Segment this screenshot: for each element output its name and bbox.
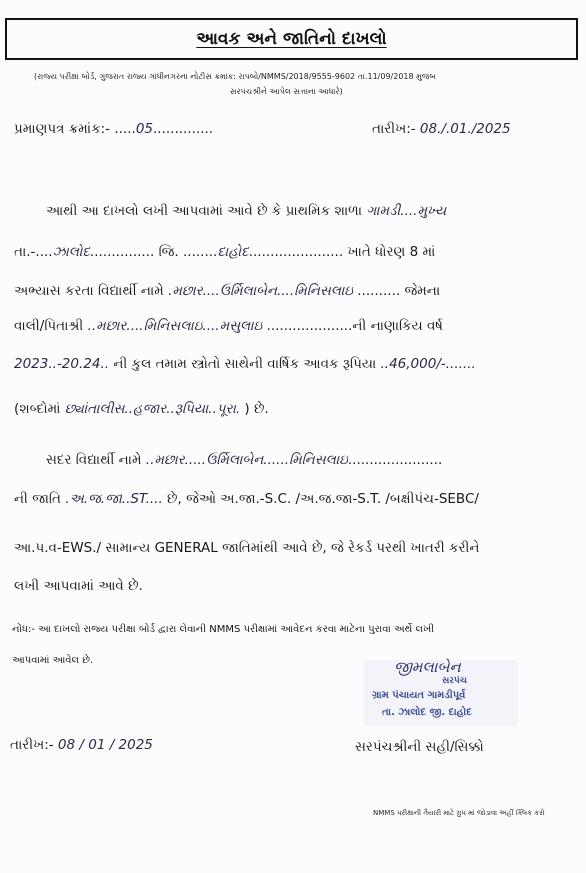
student-prefix: અભ્યાસ કરતા વિદ્યાર્થી નામે	[14, 283, 164, 299]
certificate-number-row	[14, 121, 213, 137]
caste-prefix: ની જાતિ	[14, 491, 61, 507]
signature-label: સરપંચશ્રીની સહી/સિક્કો	[355, 739, 484, 755]
taluka-label: તા.-....	[14, 244, 53, 260]
note-line1: નોંધ:- આ દાખલો રાજ્ય પરીક્ષા બોર્ડ દ્વારા લેવાની NMMS પરીક્ષામાં આવેદન કરવા માટેના પુરાવા અર્થે લખી	[12, 624, 435, 635]
certificate-number-label: પ્રમાણપત્ર ક્રમાંક:-	[14, 121, 111, 137]
footer-date-row	[10, 737, 153, 753]
stamp-location: તા. ઝાલોદ જી. દાહોદ	[382, 707, 472, 718]
school-name: ગામડી....મુખ્ય	[366, 203, 447, 219]
body-line-10: લખી આપવામાં આવે છે.	[14, 578, 143, 594]
taluka-value: ઝાલોદ	[52, 244, 90, 260]
student-again-prefix: સદર વિદ્યાર્થી નામે	[46, 452, 142, 468]
certificate-number-dots-after: ..............	[153, 121, 214, 137]
title-box	[5, 18, 578, 60]
body-line-1	[46, 203, 446, 219]
sarpanch-stamp	[364, 660, 518, 726]
guardian-prefix: વાલી/પિતાશ્રી	[14, 318, 84, 334]
body-line-4	[14, 318, 443, 334]
guardian-name: ..મછાર....મિનિસલાઇ....મસુલાઇ	[87, 318, 263, 334]
subtitle-line1: (રાજ્ય પરીક્ષા બોર્ડ, ગુજરાત રાજ્ય ગાંધીનગરના નોટીસ ક્રમાંક: રાપબો/NMMS/2018/9555-9602 તા.11/09/2018 મુજબ	[34, 72, 436, 81]
certificate-number-dots-before: .....	[110, 121, 136, 137]
body-line-3	[14, 283, 440, 299]
certificate-date-label: તારીખ:-	[372, 121, 416, 137]
footer-link[interactable]: NMMS પરીક્ષાની તૈયારી માટે ગ્રુપ માં જોડાવા અહીં ક્લિક કરો	[373, 809, 545, 817]
caste-options: છે, જેઓ અ.જા.-S.C. /અ.જ.જા-S.T. /બક્ષીપંચ-SEBC/	[167, 491, 479, 507]
sarpanch-signature: જીમલાબેન	[394, 658, 461, 676]
class-text: ખાતે ધોરણ 8 માં	[347, 244, 436, 260]
income-value: ..46,000/-.......	[380, 356, 476, 372]
body-line-8	[14, 491, 479, 507]
district-label: જિ. ........	[158, 244, 218, 260]
taluka-dots: ...............	[89, 244, 155, 260]
footer-date-label: તારીખ:-	[10, 737, 54, 753]
district-value: દાહોદ	[217, 244, 249, 260]
stamp-title: સરપંચ	[442, 676, 467, 686]
words-suffix: ) છે.	[244, 401, 269, 417]
student-again-name: ..મછાર.....ઉર્મિલાબેન......મિનિસલાઇ	[145, 452, 348, 468]
body-line-9: આ.પ.વ-EWS./ સામાન્ય GENERAL જાતિમાંથી આવે છે, જે રેકર્ડ પરથી ખાતરી કરીને	[14, 540, 480, 556]
page-title: આવક અને જાતિનો દાખલો	[196, 29, 387, 49]
student-name: .મછાર....ઉર્મિલાબેન....મિનિસલાઇ	[168, 283, 353, 299]
subtitle-line2: સરપંચશ્રીને આપેલ સત્તાના આધારે)	[230, 87, 343, 96]
stamp-panchayat: ગ્રામ પંચાયત ગામડીપૂર્વ	[372, 690, 466, 701]
financial-year: 2023..-20.24..	[14, 356, 110, 372]
note-line2: આપવામાં આવેલ છે.	[12, 655, 94, 666]
body-line-2	[14, 244, 435, 260]
guardian-suffix: ....................ની નાણાકિય વર્ષ	[266, 318, 443, 334]
footer-date-value: 08 / 01 / 2025	[57, 737, 153, 753]
certificate-date-value: 08./.01./2025	[419, 121, 511, 137]
income-text: ની કુલ તમામ સ્ત્રોતો સાથેની વાર્ષિક આવક રૂપિયા	[113, 356, 377, 372]
student-again-dots: ......................	[347, 452, 443, 468]
certificate-date-row	[372, 121, 511, 137]
body-line-6	[14, 401, 269, 417]
district-dots: ......................	[248, 244, 344, 260]
certificate-number-value: 05	[135, 121, 153, 137]
income-in-words: છ્યાંતાલીસ..હજાર..રૂપિયા..પૂરા.	[64, 401, 241, 417]
caste-value: .અ.જ.જા..ST....	[65, 491, 163, 507]
body-intro-text: આથી આ દાખલો લખી આપવામાં આવે છે કે પ્રાથમિક શાળા	[46, 203, 363, 219]
student-suffix: .......... જેમના	[357, 283, 441, 299]
body-line-5	[14, 356, 476, 372]
words-prefix: (શબ્દોમાં	[14, 401, 61, 417]
body-line-7	[46, 452, 442, 468]
